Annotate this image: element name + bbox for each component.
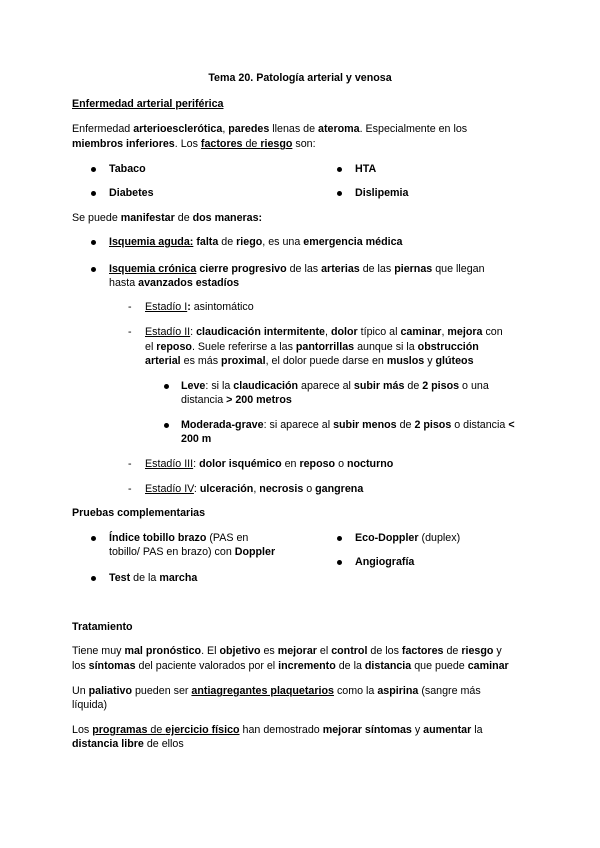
- angiografia: [355, 555, 414, 570]
- text-run: nocturno: [346, 458, 394, 470]
- text-run: (duplex): [418, 532, 461, 544]
- text-run: de los: [367, 645, 402, 657]
- text-run: de: [404, 380, 423, 392]
- text-run: es más: [180, 355, 222, 367]
- text-run: el: [145, 341, 157, 353]
- text-run: son:: [292, 138, 316, 150]
- bullet-icon: [337, 536, 342, 541]
- text-run: avanzados estadíos: [138, 277, 240, 289]
- bullet-icon: [91, 240, 96, 245]
- text-run: la: [471, 724, 483, 736]
- text-run: de las: [359, 263, 395, 275]
- text-run: (sangre más: [418, 685, 481, 697]
- text-run: y: [424, 355, 436, 367]
- tratamiento-p1-line-2: [72, 659, 509, 674]
- bullet-icon: [164, 423, 169, 428]
- text-run: de: [218, 236, 237, 248]
- text-run: y: [493, 645, 502, 657]
- text-run: paliativo: [88, 685, 132, 697]
- text-run: asintomático: [190, 301, 254, 313]
- text-run: <: [508, 419, 515, 431]
- text-run: :: [190, 326, 197, 338]
- text-run: dolor: [330, 326, 358, 338]
- tratamiento-p3-line-1: [72, 723, 483, 738]
- text-run: subir más: [353, 380, 405, 392]
- text-run: :: [187, 301, 191, 313]
- bullet-icon: [337, 167, 342, 172]
- risk-factor-diabetes: Diabetes: [109, 187, 154, 199]
- text-run: Índice tobillo brazo: [109, 532, 207, 544]
- moderada-line-1: [181, 418, 515, 433]
- text-run: . Especialmente en los: [359, 123, 468, 135]
- text-run: gangrena: [315, 483, 364, 495]
- isquemia-aguda: [109, 235, 403, 250]
- text-run: Estadío I: [145, 301, 188, 313]
- text-run: Un: [72, 685, 89, 697]
- text-run: de: [396, 419, 415, 431]
- text-run: o distancia: [451, 419, 509, 431]
- intro-line-2: [72, 137, 316, 152]
- indice-line-2: [109, 545, 275, 560]
- text-run: como la: [333, 685, 378, 697]
- text-run: miembros inferiores: [72, 138, 175, 150]
- tratamiento-p2-line-1: [72, 684, 481, 699]
- text-run: arterial: [145, 355, 181, 367]
- text-run: aunque si la: [354, 341, 418, 353]
- text-run: ateroma: [318, 123, 360, 135]
- text-run: mal pronóstico: [124, 645, 202, 657]
- text-run: cierre progresivo: [199, 263, 287, 275]
- text-run: es: [260, 645, 278, 657]
- text-run: glúteos: [435, 355, 474, 367]
- risk-factor-hta: HTA: [355, 163, 377, 175]
- text-run: pantorrillas: [295, 341, 355, 353]
- text-run: 2 pisos: [422, 380, 460, 392]
- text-run: el: [316, 645, 332, 657]
- text-run: de la: [130, 572, 160, 584]
- section-heading-peripheral: Enfermedad arterial periférica: [72, 98, 224, 110]
- text-run: . El: [201, 645, 220, 657]
- text-run: marcha: [159, 572, 198, 584]
- text-run: objetivo: [219, 645, 261, 657]
- text-run: y: [411, 724, 424, 736]
- text-run: los: [72, 660, 89, 672]
- text-run: Doppler: [234, 546, 276, 558]
- text-run: o: [303, 483, 316, 495]
- section-heading-tratamiento: Tratamiento: [72, 621, 133, 633]
- estadio-2-line-1: [145, 325, 503, 340]
- text-run: arterioesclerótica: [133, 123, 223, 135]
- text-run: piernas: [394, 263, 433, 275]
- text-run: o: [335, 458, 347, 470]
- text-run: dolor isquémico: [199, 458, 282, 470]
- text-run: Isquemia aguda:: [109, 236, 194, 248]
- text-run: de: [174, 212, 193, 224]
- text-run: > 200 metros: [226, 394, 292, 406]
- estadio-1: [145, 300, 254, 315]
- text-run: paredes: [228, 123, 270, 135]
- bullet-icon: [164, 384, 169, 389]
- text-run: Estadío IV: [145, 483, 194, 495]
- indice-line-1: [109, 531, 248, 546]
- text-run: , el dolor puede darse en: [265, 355, 387, 367]
- text-run: factores: [401, 645, 444, 657]
- eco-doppler: [355, 531, 460, 546]
- text-run: han demostrado: [239, 724, 323, 736]
- intro-line-1: [72, 122, 467, 137]
- text-run: distancia: [181, 394, 227, 406]
- text-run: Test: [109, 572, 131, 584]
- text-run: distancia: [364, 660, 412, 672]
- text-run: líquida): [72, 699, 108, 711]
- text-run: Se puede: [72, 212, 121, 224]
- text-run: claudicación: [233, 380, 299, 392]
- text-run: manifestar: [120, 212, 175, 224]
- dash-marker: -: [128, 483, 132, 495]
- text-run: ,: [325, 326, 331, 338]
- text-run: , es una: [262, 236, 304, 248]
- text-run: . Suele referirse a las: [191, 341, 296, 353]
- text-run: Angiografía: [355, 556, 415, 568]
- text-run: riesgo: [461, 645, 494, 657]
- text-run: muslos: [386, 355, 425, 367]
- text-run: falta: [196, 236, 219, 248]
- text-run: con: [482, 326, 503, 338]
- text-run: ,: [253, 483, 260, 495]
- text-run: programas: [92, 724, 148, 736]
- isquemia-cronica-line-2: [109, 276, 239, 291]
- bullet-icon: [91, 267, 96, 272]
- dash-marker: -: [128, 458, 132, 470]
- text-run: de: [242, 138, 261, 150]
- leve-line-1: [181, 379, 489, 394]
- text-run: llenas de: [269, 123, 319, 135]
- text-run: ejercicio físico: [165, 724, 240, 736]
- text-run: de la: [335, 660, 365, 672]
- text-run: emergencia médica: [303, 236, 403, 248]
- tratamiento-p1-line-1: [72, 644, 502, 659]
- section-heading-pruebas: Pruebas complementarias: [72, 507, 206, 519]
- text-run: aspirina: [377, 685, 419, 697]
- page-title: Tema 20. Patología arterial y venosa: [208, 72, 392, 84]
- bullet-icon: [91, 167, 96, 172]
- text-run: (PAS en: [206, 532, 249, 544]
- text-run: dos maneras:: [192, 212, 263, 224]
- text-run: factores: [200, 138, 243, 150]
- text-run: Moderada-grave: [181, 419, 264, 431]
- text-run: necrosis: [259, 483, 304, 495]
- text-run: arterias: [321, 263, 360, 275]
- text-run: de ellos: [143, 738, 184, 750]
- text-run: síntomas: [88, 660, 136, 672]
- text-run: control: [331, 645, 368, 657]
- text-run: antiagregantes plaquetarios: [191, 685, 334, 697]
- text-run: típico al: [357, 326, 401, 338]
- text-run: de: [443, 645, 462, 657]
- estadio-2-line-3: [145, 354, 474, 369]
- estadio-2-line-2: [145, 340, 479, 355]
- text-run: :: [193, 483, 200, 495]
- text-run: proximal: [221, 355, 266, 367]
- text-run: en: [281, 458, 300, 470]
- text-run: que puede: [411, 660, 468, 672]
- text-run: de las: [286, 263, 322, 275]
- isquemia-cronica-line-1: [109, 262, 485, 277]
- text-run: del paciente valorados por el: [135, 660, 279, 672]
- bullet-icon: [91, 576, 96, 581]
- text-run: 200 m: [181, 433, 212, 445]
- text-run: de: [147, 724, 166, 736]
- text-run: tobillo/ PAS en brazo) con: [109, 546, 235, 558]
- bullet-icon: [91, 536, 96, 541]
- text-run: :: [193, 458, 200, 470]
- text-run: : si aparece al: [263, 419, 334, 431]
- text-run: o una: [459, 380, 489, 392]
- text-run: Isquemia crónica: [109, 263, 197, 275]
- text-run: pueden ser: [132, 685, 192, 697]
- text-run: Enfermedad: [72, 123, 134, 135]
- text-run: mejorar: [277, 645, 317, 657]
- text-run: subir menos: [333, 419, 397, 431]
- text-run: 2 pisos: [414, 419, 452, 431]
- text-run: reposo: [299, 458, 336, 470]
- estadio-3: [145, 457, 393, 472]
- text-run: obstrucción: [417, 341, 479, 353]
- text-run: . Los: [174, 138, 201, 150]
- text-run: mejora: [447, 326, 483, 338]
- text-run: Leve: [181, 380, 206, 392]
- risk-factor-dislipemia: Dislipemia: [355, 187, 409, 199]
- text-run: Tiene muy: [72, 645, 125, 657]
- text-run: Estadío II: [145, 326, 191, 338]
- dash-marker: -: [128, 326, 132, 338]
- text-run: mejorar síntomas: [322, 724, 412, 736]
- text-run: : si la: [205, 380, 234, 392]
- text-run: riego: [236, 236, 263, 248]
- text-run: caminar: [400, 326, 442, 338]
- bullet-icon: [91, 191, 96, 196]
- text-run: reposo: [156, 341, 192, 353]
- text-run: aumentar: [423, 724, 472, 736]
- bullet-icon: [337, 191, 342, 196]
- text-run: Eco-Doppler: [355, 532, 419, 544]
- moderada-line-2: [181, 432, 211, 447]
- tratamiento-p3-line-2: [72, 737, 184, 752]
- estadio-4: [145, 482, 363, 497]
- text-run: ,: [441, 326, 448, 338]
- tratamiento-p2-line-2: [72, 698, 107, 713]
- text-run: aparece al: [298, 380, 354, 392]
- text-run: claudicación intermitente: [196, 326, 325, 338]
- text-run: ,: [222, 123, 229, 135]
- text-run: Estadío III: [145, 458, 194, 470]
- text-run: hasta: [109, 277, 139, 289]
- text-run: caminar: [467, 660, 509, 672]
- text-run: que llegan: [432, 263, 485, 275]
- text-run: riesgo: [260, 138, 293, 150]
- text-run: ulceración: [199, 483, 254, 495]
- text-run: Los: [72, 724, 93, 736]
- leve-line-2: [181, 393, 292, 408]
- risk-factor-tabaco: Tabaco: [109, 163, 146, 175]
- bullet-icon: [337, 560, 342, 565]
- text-run: incremento: [278, 660, 336, 672]
- test-marcha: [109, 571, 197, 586]
- dash-marker: -: [128, 301, 132, 313]
- manifest-line: [72, 211, 262, 226]
- text-run: distancia libre: [72, 738, 144, 750]
